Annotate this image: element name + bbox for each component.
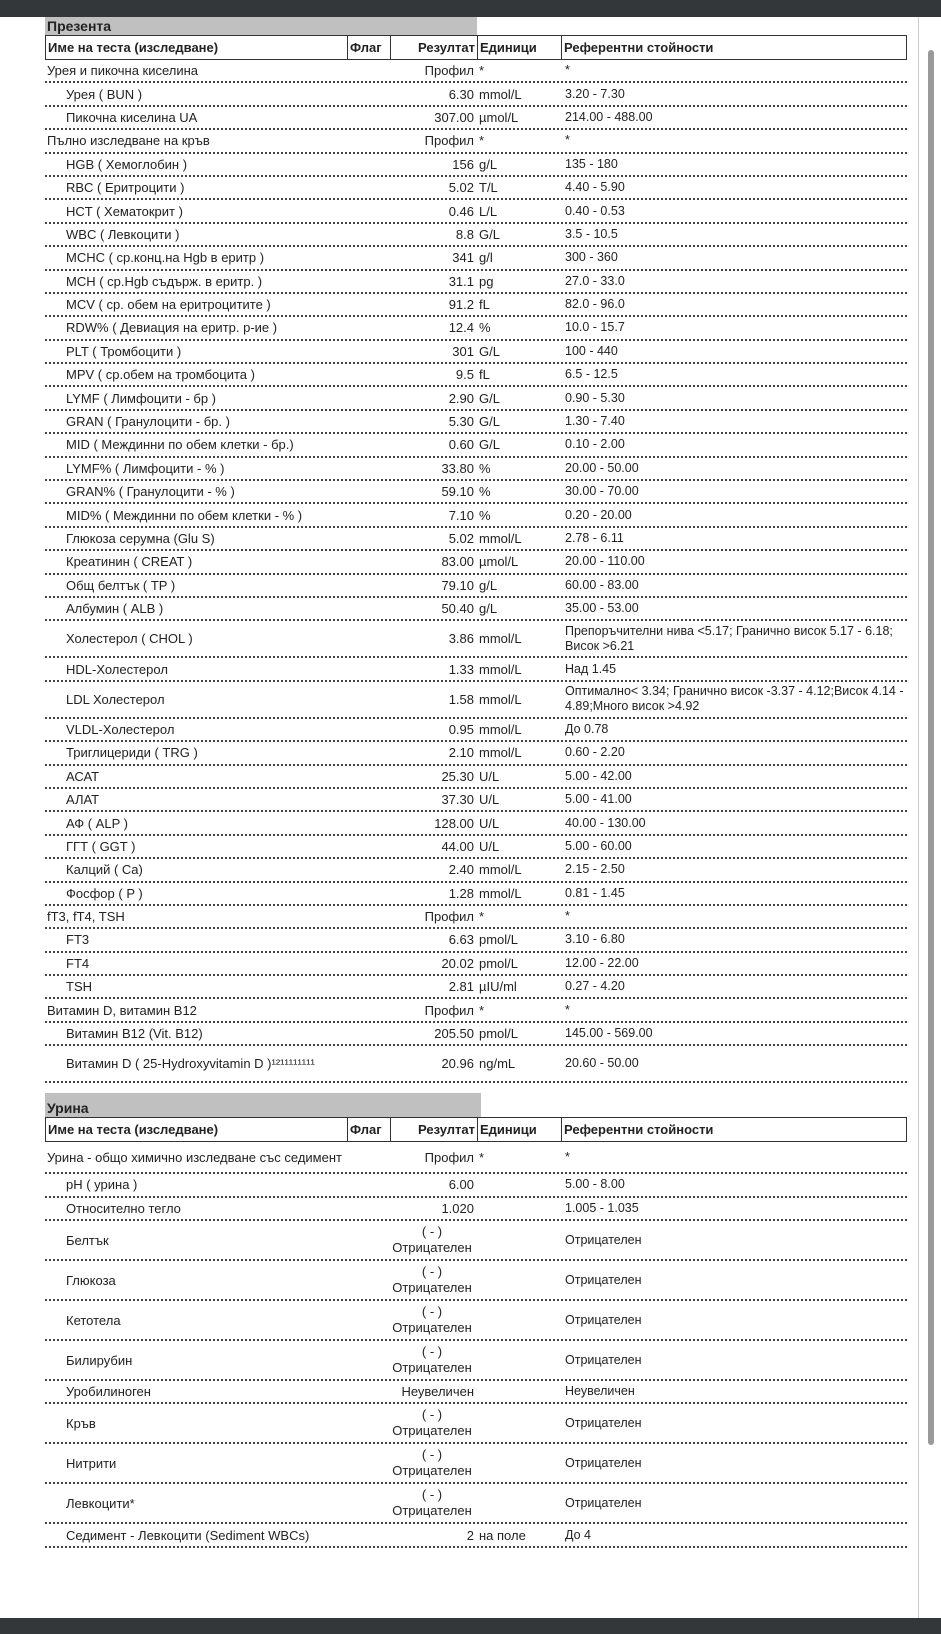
cell-name: LYMF ( Лимфоцити - бр ) [66, 390, 217, 406]
table-row [45, 60, 907, 83]
cell-name: GRAN% ( Гранулоцити - % ) [66, 484, 235, 500]
cell-result: 37.30 [441, 792, 474, 808]
lab-results [45, 17, 907, 1548]
cell-result: 2.10 [448, 745, 474, 761]
cell-ref: * [565, 909, 570, 924]
cell-ref: 0.60 - 2.20 [565, 745, 625, 760]
cell-result: Профил [424, 133, 474, 149]
column-header-flag: Флаг [348, 1118, 391, 1141]
cell-ref: Отрицателен [565, 1312, 642, 1327]
cell-result: Неувеличен [401, 1384, 474, 1400]
cell-ref: Оптимално< 3.34; Гранично висок -3.37 - 4.12;Висок 4.14 - 4.89;Много висок >4.92 [565, 684, 904, 714]
column-header-units: Единици [478, 1118, 562, 1141]
table-row [45, 364, 907, 387]
cell-ref: 0.81 - 1.45 [565, 885, 625, 900]
cell-name: MPV ( ср.обем на тромбоцита ) [66, 367, 255, 383]
table-row [45, 434, 907, 457]
cell-units: U/L [479, 815, 500, 831]
column-header-name: Име на теста (изследване) [46, 1118, 348, 1141]
table-row [45, 1221, 907, 1261]
cell-ref: 3.5 - 10.5 [565, 226, 618, 241]
table-row [45, 906, 907, 929]
cell-name: Пълно изследване на кръв [47, 133, 210, 149]
cell-result: 6.00 [448, 1177, 474, 1193]
cell-name: RBC ( Еритроцити ) [66, 180, 185, 196]
cell-units: * [479, 909, 485, 925]
column-header-ref: Референтни стойности [564, 40, 714, 55]
cell-ref: Отрицателен [565, 1352, 642, 1367]
cell-ref: Над 1.45 [565, 661, 617, 676]
cell-name: Урина - общо химично изследване със седимент [47, 1149, 342, 1165]
cell-units: * [479, 133, 485, 149]
cell-result: Профил [424, 909, 474, 925]
table-row [45, 1198, 907, 1221]
cell-ref: 20.00 - 110.00 [565, 554, 645, 569]
cell-name: Нитрити [66, 1455, 117, 1471]
cell-units: mmol/L [479, 721, 522, 737]
cell-units: mmol/L [479, 86, 522, 102]
table-row [45, 789, 907, 812]
cell-units: % [479, 320, 491, 336]
cell-ref: 3.20 - 7.30 [565, 86, 625, 101]
cell-units: mmol/L [479, 745, 522, 761]
cell-result: 6.30 [448, 86, 474, 102]
cell-ref: 135 - 180 [565, 156, 618, 171]
cell-units: U/L [479, 838, 500, 854]
cell-result: 8.8 [455, 226, 474, 242]
cell-ref: Отрицателен [565, 1495, 642, 1510]
cell-ref: 27.0 - 33.0 [565, 273, 625, 288]
cell-result: 44.00 [441, 838, 474, 854]
cell-result: 59.10 [441, 484, 474, 500]
column-header-ref: Референтни стойности [564, 1122, 714, 1138]
bottom-bar [0, 1618, 941, 1634]
cell-name: FT4 [66, 955, 90, 971]
cell-units: * [479, 1149, 485, 1165]
cell-result: 341 [452, 250, 474, 266]
column-header-units: Единици [478, 36, 562, 59]
cell-name: FT3 [66, 932, 90, 948]
cell-ref: До 4 [565, 1527, 591, 1542]
cell-name: Витамин D ( 25-Hydroxyvitamin D )¹²¹¹¹¹¹¹¹¹ [66, 1056, 315, 1072]
cell-result: 3.86 [448, 631, 474, 647]
cell-units: µIU/ml [479, 979, 517, 995]
cell-name: Фосфор ( P ) [66, 885, 143, 901]
cell-result: 2.90 [448, 390, 474, 406]
table-row [45, 1444, 907, 1484]
table-row [45, 883, 907, 906]
cell-name: Витамин D, витамин B12 [47, 1002, 197, 1018]
cell-units: fL [479, 297, 490, 313]
cell-ref: 4.40 - 5.90 [565, 180, 625, 195]
cell-result: 33.80 [441, 460, 474, 476]
cell-units: % [479, 460, 491, 476]
cell-name: Глюкоза серумна (Glu S) [66, 531, 215, 546]
cell-result: 128.00 [434, 815, 474, 831]
cell-units: pmol/L [479, 1026, 519, 1042]
cell-name: Албумин ( ALB ) [66, 601, 164, 617]
cell-units: * [479, 1002, 485, 1018]
cell-units: g/L [479, 601, 498, 617]
cell-name: fT3, fT4, TSH [47, 909, 125, 925]
cell-units: L/L [479, 203, 498, 219]
cell-result: 2.81 [448, 979, 474, 995]
cell-name: Урея и пикочна киселина [47, 63, 199, 79]
cell-name: Калций ( Ca) [66, 862, 143, 878]
table-row [45, 766, 907, 789]
cell-result: 0.46 [448, 203, 474, 219]
table-row [45, 130, 907, 153]
table-row [45, 551, 907, 574]
cell-result: 50.40 [441, 601, 474, 617]
cell-name: Седимент - Левкоцити (Sediment WBCs) [66, 1527, 310, 1543]
cell-ref: 300 - 360 [565, 250, 618, 265]
cell-units: mmol/L [479, 531, 522, 546]
table-row [45, 224, 907, 247]
cell-ref: 30.00 - 70.00 [565, 484, 639, 499]
table-row [45, 294, 907, 317]
cell-name: Левкоцити* [66, 1495, 135, 1511]
cell-result: 25.30 [441, 768, 474, 784]
table-row [45, 1381, 907, 1404]
table-row [45, 341, 907, 364]
cell-result: 20.96 [441, 1056, 474, 1072]
cell-ref: 10.0 - 15.7 [565, 320, 625, 335]
cell-units: G/L [479, 437, 500, 453]
cell-result: 1.33 [448, 661, 474, 677]
cell-result: 6.63 [448, 932, 474, 948]
cell-result: 20.02 [441, 955, 474, 971]
cell-name: MCHC ( ср.конц.на Hgb в еритр ) [66, 250, 265, 266]
cell-name: Билирубин [66, 1352, 133, 1368]
cell-units: mmol/L [479, 862, 522, 878]
cell-result: 5.02 [448, 180, 474, 196]
cell-ref: * [565, 133, 570, 148]
table-row [45, 812, 907, 835]
table-row [45, 271, 907, 294]
column-header-flag: Флаг [348, 36, 391, 59]
cell-ref: * [565, 1002, 570, 1017]
cell-ref: Препоръчителни нива <5.17; Гранично висок 5.17 - 6.18; Висок >6.21 [565, 623, 893, 653]
cell-units: g/L [479, 577, 498, 593]
column-header-result: Резултат [391, 36, 478, 59]
cell-name: GRAN ( Гранулоцити - бр. ) [66, 414, 230, 430]
cell-units: G/L [479, 414, 500, 430]
table-row [45, 387, 907, 410]
cell-name: Пикочна киселина UA [66, 109, 198, 125]
cell-name: LYMF% ( Лимфоцити - % ) [66, 460, 225, 476]
cell-name: MID ( Междинни по обем клетки - бр.) [66, 437, 294, 453]
cell-name: pH ( урина ) [66, 1177, 138, 1193]
cell-units: mmol/L [479, 885, 522, 901]
table-row [45, 682, 907, 719]
cell-result: 1.58 [448, 691, 474, 707]
cell-name: HDL-Холестерол [66, 661, 168, 677]
cell-ref: 5.00 - 41.00 [565, 792, 632, 807]
cell-ref: 82.0 - 96.0 [565, 297, 625, 312]
cell-name: АФ ( ALP ) [66, 815, 128, 831]
cell-units: ng/mL [479, 1056, 516, 1072]
cell-ref: 100 - 440 [565, 343, 618, 358]
cell-result: 91.2 [448, 297, 474, 313]
cell-result: 7.10 [448, 507, 474, 523]
cell-result: 0.95 [448, 721, 474, 737]
cell-name: MCH ( ср.Hgb съдърж. в еритр. ) [66, 273, 263, 289]
cell-name: АСАТ [66, 768, 100, 784]
cell-ref: До 0.78 [565, 721, 609, 736]
cell-result: ( - ) Отрицателен [392, 1487, 472, 1519]
cell-ref: 20.60 - 50.00 [565, 1056, 639, 1071]
table-row [45, 247, 907, 270]
cell-units: T/L [479, 180, 498, 196]
cell-name: Витамин B12 (Vit. B12) [66, 1026, 203, 1042]
table-row [45, 411, 907, 434]
cell-ref: 2.15 - 2.50 [565, 862, 625, 877]
cell-result: ( - ) Отрицателен [392, 1304, 472, 1336]
cell-ref: 1.30 - 7.40 [565, 414, 625, 429]
cell-units: G/L [479, 343, 500, 359]
table-header [45, 1117, 907, 1142]
cell-ref: 3.10 - 6.80 [565, 932, 625, 947]
cell-result: 1.020 [441, 1200, 474, 1216]
cell-name: Общ белтък ( TP ) [66, 577, 176, 593]
table-row [45, 528, 907, 551]
cell-result: 2 [466, 1527, 474, 1543]
page-border [918, 17, 919, 1618]
table-row [45, 929, 907, 952]
cell-ref: * [565, 1149, 570, 1164]
cell-ref: 2.78 - 6.11 [565, 531, 624, 545]
cell-ref: Отрицателен [565, 1232, 642, 1247]
cell-result: 0.60 [448, 437, 474, 453]
table-row [45, 481, 907, 504]
cell-name: Белтък [66, 1232, 109, 1248]
cell-units: mmol/L [479, 631, 522, 647]
cell-result: 307.00 [434, 109, 474, 125]
cell-units: G/L [479, 390, 500, 406]
cell-ref: Неувеличен [565, 1384, 635, 1399]
table-row [45, 504, 907, 527]
table-row [45, 1404, 907, 1444]
cell-ref: 20.00 - 50.00 [565, 460, 639, 475]
cell-result: 5.02 [448, 531, 474, 546]
cell-ref: 5.00 - 60.00 [565, 838, 632, 853]
cell-units: U/L [479, 792, 500, 808]
cell-units: pg [479, 273, 494, 289]
cell-name: MCV ( ср. обем на еритроцитите ) [66, 297, 271, 313]
cell-name: TSH [66, 979, 92, 995]
table-row [45, 621, 907, 658]
table-row [45, 177, 907, 200]
cell-units: fL [479, 367, 490, 383]
table-row [45, 598, 907, 621]
cell-ref: 145.00 - 569.00 [565, 1026, 653, 1041]
cell-ref: Отрицателен [565, 1455, 642, 1470]
cell-ref: 5.00 - 42.00 [565, 768, 632, 783]
cell-ref: 0.27 - 4.20 [565, 979, 625, 994]
column-header-result: Резултат [391, 1118, 478, 1141]
cell-ref: 40.00 - 130.00 [565, 815, 646, 830]
table-header [45, 35, 907, 60]
table-row [45, 1174, 907, 1197]
cell-name: MID% ( Междинни по обем клетки - % ) [66, 507, 303, 523]
table-row [45, 976, 907, 999]
cell-units: g/L [479, 156, 498, 172]
cell-result: Профил [424, 1002, 474, 1018]
cell-units: * [479, 63, 485, 79]
table-row [45, 658, 907, 681]
scrollbar[interactable] [926, 17, 936, 1618]
table-row [45, 719, 907, 742]
cell-ref: 35.00 - 53.00 [565, 601, 639, 616]
cell-units: mmol/L [479, 691, 522, 707]
table-row [45, 83, 907, 106]
cell-ref: 12.00 - 22.00 [565, 955, 639, 970]
table-row [45, 1341, 907, 1381]
column-header-name: Име на теста (изследване) [46, 36, 348, 59]
table-row [45, 200, 907, 223]
cell-name: Триглицериди ( TRG ) [66, 745, 198, 761]
cell-units: U/L [479, 768, 500, 784]
cell-ref: 0.90 - 5.30 [565, 390, 625, 405]
cell-units: µmol/L [479, 109, 519, 125]
cell-result: 79.10 [441, 577, 474, 593]
cell-name: Кръв [66, 1415, 96, 1431]
cell-name: WBC ( Левкоцити ) [66, 226, 180, 242]
cell-ref: 60.00 - 83.00 [565, 577, 639, 592]
cell-result: Профил [424, 63, 474, 79]
table-row [45, 742, 907, 765]
cell-result: ( - ) Отрицателен [392, 1224, 472, 1256]
cell-name: АЛАТ [66, 792, 100, 808]
cell-name: PLT ( Тромбоцити ) [66, 343, 182, 359]
table-row [45, 999, 907, 1022]
cell-name: Относително тегло [66, 1200, 181, 1216]
cell-result: ( - ) Отрицателен [392, 1447, 472, 1479]
cell-name: LDL Холестерол [66, 691, 165, 707]
top-bar [0, 0, 941, 17]
cell-name: RDW% ( Девиация на еритр. р-ие ) [66, 320, 278, 336]
cell-result: 9.5 [455, 367, 474, 383]
section-title: Презента [45, 17, 477, 35]
section-title: Урина [45, 1093, 481, 1117]
cell-result: ( - ) Отрицателен [392, 1264, 472, 1296]
cell-units: g/l [479, 250, 493, 266]
table-row [45, 317, 907, 340]
cell-ref: 6.5 - 12.5 [565, 367, 618, 382]
cell-name: Холестерол ( CHOL ) [66, 631, 193, 647]
cell-name: VLDL-Холестерол [66, 721, 175, 737]
cell-ref: Отрицателен [565, 1272, 642, 1287]
cell-result: 83.00 [441, 554, 474, 570]
cell-name: Урея ( BUN ) [66, 86, 143, 102]
cell-result: Профил [424, 1149, 474, 1165]
cell-ref: 0.10 - 2.00 [565, 437, 625, 452]
cell-ref: 5.00 - 8.00 [565, 1177, 625, 1192]
table-row [45, 1142, 907, 1174]
cell-units: mmol/L [479, 661, 522, 677]
cell-result: 301 [452, 343, 474, 359]
cell-name: Креатинин ( CREAT ) [66, 554, 193, 570]
cell-units: на поле [479, 1527, 526, 1543]
cell-result: 31.1 [448, 273, 474, 289]
cell-result: 156 [452, 156, 474, 172]
table-row [45, 154, 907, 177]
scrollbar-thumb[interactable] [928, 50, 934, 1445]
table-row [45, 836, 907, 859]
cell-result: 12.4 [448, 320, 474, 336]
cell-units: pmol/L [479, 932, 519, 948]
cell-result: 205.50 [434, 1026, 474, 1042]
cell-name: HGB ( Хемоглобин ) [66, 156, 188, 172]
cell-units: % [479, 484, 491, 500]
table-row [45, 107, 907, 130]
table-row [45, 458, 907, 481]
cell-name: Глюкоза [66, 1272, 116, 1288]
cell-name: Кетотела [66, 1312, 121, 1328]
table-row [45, 1046, 907, 1083]
cell-ref: 214.00 - 488.00 [565, 109, 653, 124]
cell-units: µmol/L [479, 554, 519, 570]
cell-units: G/L [479, 226, 500, 242]
table-row [45, 575, 907, 598]
table-row [45, 859, 907, 882]
cell-ref: 0.20 - 20.00 [565, 507, 632, 522]
table-row [45, 953, 907, 976]
table-row [45, 1484, 907, 1524]
cell-ref: Отрицателен [565, 1415, 642, 1430]
cell-name: HCT ( Хематокрит ) [66, 203, 183, 219]
table-row [45, 1524, 907, 1547]
cell-result: 2.40 [448, 862, 474, 878]
cell-ref: * [565, 63, 570, 78]
cell-ref: 0.40 - 0.53 [565, 203, 625, 218]
cell-result: 1.28 [448, 885, 474, 901]
cell-ref: 1.005 - 1.035 [565, 1200, 639, 1215]
cell-units: pmol/L [479, 955, 519, 971]
cell-name: ГГТ ( GGT ) [66, 838, 136, 854]
table-row [45, 1301, 907, 1341]
cell-result: 5.30 [448, 414, 474, 430]
cell-name: Уробилиноген [66, 1384, 151, 1400]
cell-result: ( - ) Отрицателен [392, 1344, 472, 1376]
table-row [45, 1261, 907, 1301]
cell-units: % [479, 507, 491, 523]
table-row [45, 1023, 907, 1046]
cell-result: ( - ) Отрицателен [392, 1407, 472, 1439]
